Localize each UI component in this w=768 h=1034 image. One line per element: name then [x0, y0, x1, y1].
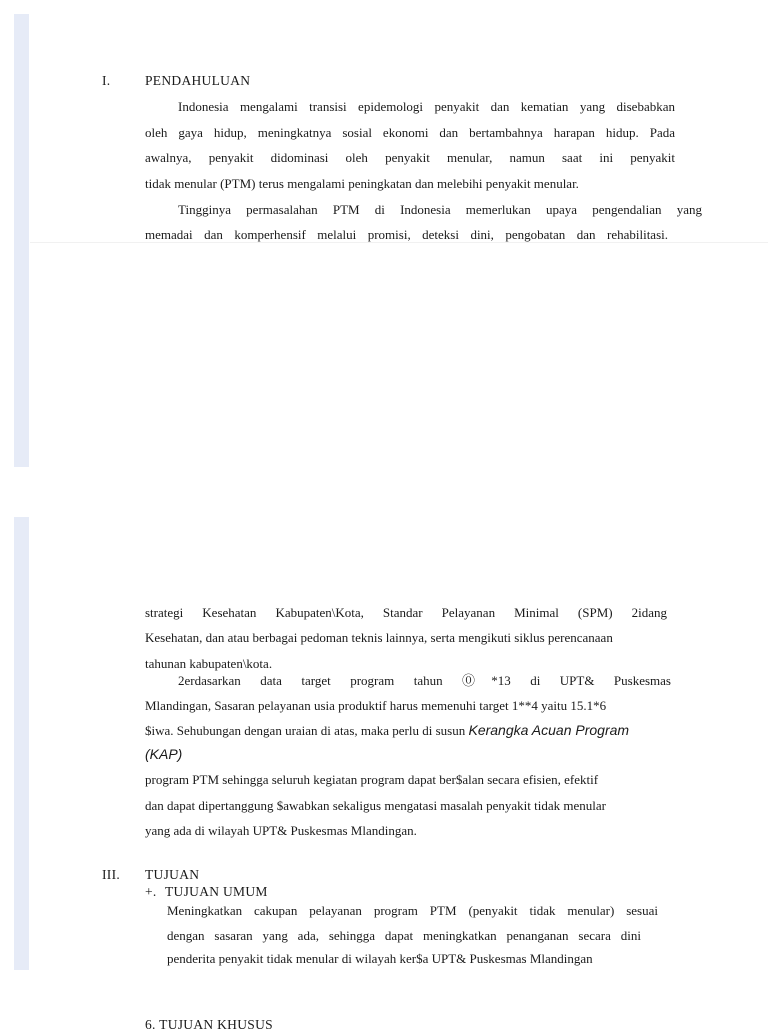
paragraph-line: Kesehatan, dan atau berbagai pedoman teknis lainnya, serta mengikuti siklus perencanaan	[145, 630, 613, 645]
paragraph-line: penderita penyakit tidak menular di wilayah ker$a UPT& Puskesmas Mlandingan	[167, 951, 593, 966]
paragraph-line: Tingginya permasalahan PTM di Indonesia memerlukan upaya pengendalian yang	[178, 202, 702, 217]
paragraph-line: dengan sasaran yang ada, sehingga dapat meningkatkan penanganan secara dini	[167, 928, 641, 943]
paragraph-line: Mlandingan, Sasaran pelayanan usia produktif harus memenuhi target 1**4 yaitu 15.1*6	[145, 698, 607, 713]
paragraph-line: Indonesia mengalami transisi epidemologi penyakit dan kematian yang disebabkan	[178, 99, 675, 114]
section-title: TUJUAN	[145, 867, 200, 882]
section-numeral: III.	[102, 867, 121, 882]
section-title: PENDAHULUAN	[145, 73, 251, 88]
paragraph-line: 2erdasarkan data target program tahun ⓪*13 di UPT& Puskesmas	[178, 673, 671, 688]
paragraph-line: awalnya, penyakit didominasi oleh penyakit menular, namun saat ini penyakit	[145, 150, 675, 165]
paragraph-line: tahunan kabupaten\kota.	[145, 656, 273, 671]
subsection-marker: +.	[145, 884, 157, 899]
paragraph-line: program PTM sehingga seluruh kegiatan program dapat ber$alan secara efisien, efektif	[145, 772, 599, 787]
paragraph-line: yang ada di wilayah UPT& Puskesmas Mlandingan.	[145, 823, 417, 838]
section-numeral: I.	[102, 73, 111, 88]
paragraph-line: memadai dan komperhensif melalui promisi, deteksi dini, pengobatan dan rehabilitasi.	[145, 227, 668, 242]
italic-term: (KAP)	[145, 746, 183, 762]
paragraph-line: oleh gaya hidup, meningkatnya sosial ekonomi dan bertambahnya harapan hidup. Pada	[145, 125, 675, 140]
subsection-title-partial: 6. TUJUAN KHUSUS	[145, 1017, 273, 1032]
paragraph-line: dan dapat dipertanggung $awabkan sekaligus mengatasi masalah penyakit tidak menular	[145, 798, 606, 813]
paragraph-text: $iwa. Sehubungan dengan uraian di atas, maka perlu di susun	[145, 723, 466, 738]
paragraph-line: Meningkatkan cakupan pelayanan program PTM (penyakit tidak menular) sesuai	[167, 903, 658, 918]
subsection-title: TUJUAN UMUM	[165, 884, 268, 899]
italic-term: Kerangka Acuan Program	[468, 722, 630, 738]
paragraph-line	[145, 721, 629, 740]
paragraph-line: strategi Kesehatan Kabupaten\Kota, Standar Pelayanan Minimal (SPM) 2idang	[145, 605, 667, 620]
paragraph-line: tidak menular (PTM) terus mengalami peningkatan dan melebihi penyakit menular.	[145, 176, 579, 191]
page-margin-band	[14, 517, 29, 970]
page-margin-band	[14, 14, 29, 467]
